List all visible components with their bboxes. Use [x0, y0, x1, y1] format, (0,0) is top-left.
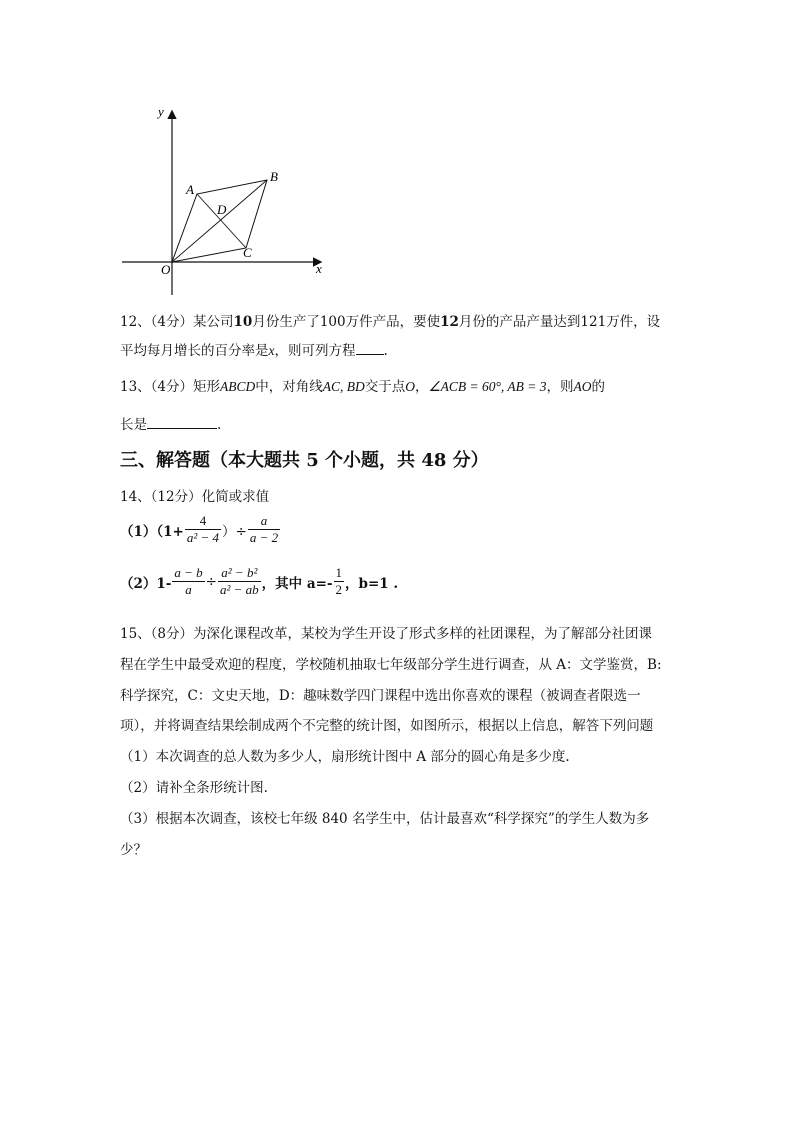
q14-p2-tail: ，b=1 . [345, 575, 399, 592]
q14-p2-mid: ，其中 a=- [261, 575, 333, 592]
q13-line2 [120, 414, 221, 435]
q14-p2-frac1-num: a − b [174, 565, 203, 580]
q13-text4: ， [415, 379, 429, 395]
q12-line2-text1: 平均每月增长的百分率是 [120, 343, 269, 359]
q14-p2-frac2 [218, 565, 261, 598]
q13-text2: 中，对角线 [255, 379, 323, 395]
q13-text1: 13、（4分）矩形 [120, 379, 221, 395]
label-y: y [158, 104, 164, 119]
q14-head: 14、（12分）化简或求值 [120, 489, 270, 505]
q12-line2 [120, 340, 388, 361]
label-o: O [161, 262, 171, 277]
q14-p2-frac3 [334, 565, 345, 598]
section-3-title: 三、解答题（本大题共 5 个小题，共 48 分） [120, 450, 489, 471]
q14-p2-frac1-den: a [185, 582, 192, 597]
q15-line-6: （2）请补全条形统计图. [120, 780, 268, 796]
q15-line-8: 少？ [120, 842, 147, 858]
q13-text6: 的 [591, 379, 605, 395]
q13-line1 [120, 377, 605, 397]
coordinate-figure [110, 100, 350, 305]
q15-line-1: 15、（8分）为深化课程改革，某校为学生开设了形式多样的社团课程，为了解部分社团课 [120, 626, 653, 642]
q13-line2-text1: 长是 [120, 417, 147, 433]
q14-p2-frac1 [172, 565, 204, 598]
label-c: C [243, 245, 252, 260]
q12-num-100: 100 [319, 314, 346, 330]
q13-answer-blank[interactable] [147, 414, 217, 429]
q14-p1-frac1-num: 4 [185, 513, 221, 530]
q14-p2-frac2-den: a² − ab [219, 582, 259, 597]
q13-text3: 交于点 [364, 379, 406, 395]
label-d: D [217, 202, 227, 217]
q15-line-3: 科学探究，C：文史天地，D：趣味数学四门课程中选出你喜欢的课程（被调查者限选一 [120, 688, 641, 704]
label-x: x [316, 261, 322, 276]
q13-text5: ，则 [546, 379, 574, 395]
q15-line-7: （3）根据本次调查，该校七年级 840 名学生中，估计最喜欢“科学探究”的学生人数为多 [120, 811, 650, 827]
q15-line-4: 项），并将调查结果绘制成两个不完整的统计图，如图所示，根据以上信息，解答下列问题 [120, 718, 654, 734]
q12-line1 [120, 312, 660, 332]
q14-p2-op: ÷ [205, 573, 217, 590]
q13-math-o: O [405, 379, 416, 394]
q12-answer-blank[interactable] [356, 340, 384, 355]
label-b: B [270, 169, 278, 184]
q14-p2-label: （2）1- [120, 575, 172, 592]
q14-part2 [120, 565, 398, 598]
q13-math-abcd: ABCD [220, 379, 256, 394]
q13-math-diagonals: AC, BD [322, 379, 365, 394]
q14-p1-label: （1）（1+ [120, 523, 184, 540]
q12-prefix: 12、（4分）某公司 [120, 314, 234, 330]
q14-p1-mid: ）÷ [222, 523, 247, 540]
q14-p1-frac1 [185, 513, 221, 546]
q12-var-x: x [268, 343, 275, 358]
q12-month-10: 10 [233, 314, 253, 330]
q14-p1-frac2-den: a − 2 [249, 530, 279, 545]
q12-text3: 月份的产品产量达到 [458, 314, 581, 330]
q12-num-121: 121 [580, 314, 607, 330]
q12-month-12: 12 [440, 314, 459, 330]
q14-p2-frac3-num: 1 [335, 565, 343, 580]
q14-p2-frac3-den: 2 [335, 582, 343, 597]
q14-p1-frac2-num: a [248, 513, 280, 530]
q15-line-2: 程在学生中最受欢迎的程度，学校随机抽取七年级部分学生进行调查，从 A：文学鉴赏，B: [120, 657, 662, 673]
q13-period: . [217, 417, 222, 433]
parallelogram-diagram [110, 100, 350, 305]
q14-p1-frac2 [248, 513, 280, 546]
q15-line-5: （1）本次调查的总人数为多少人，扇形统计图中 A 部分的圆心角是多少度. [120, 749, 570, 765]
q12-line2-text2: ，则可列方程 [274, 343, 356, 359]
q13-math-ao: AO [573, 379, 592, 394]
label-a: A [186, 182, 194, 197]
q14-part1 [120, 513, 281, 546]
q14-p1-frac1-den: a² − 4 [186, 530, 220, 545]
q12-text1: 月份生产了 [252, 314, 320, 330]
q12-text2: 万件产品，要使 [345, 314, 441, 330]
q12-period: . [383, 343, 388, 359]
q13-math-condition: ∠ACB = 60°, AB = 3 [428, 379, 547, 394]
q12-text4: 万件，设 [606, 314, 661, 330]
q14-p2-frac2-num: a² − b² [218, 565, 261, 582]
